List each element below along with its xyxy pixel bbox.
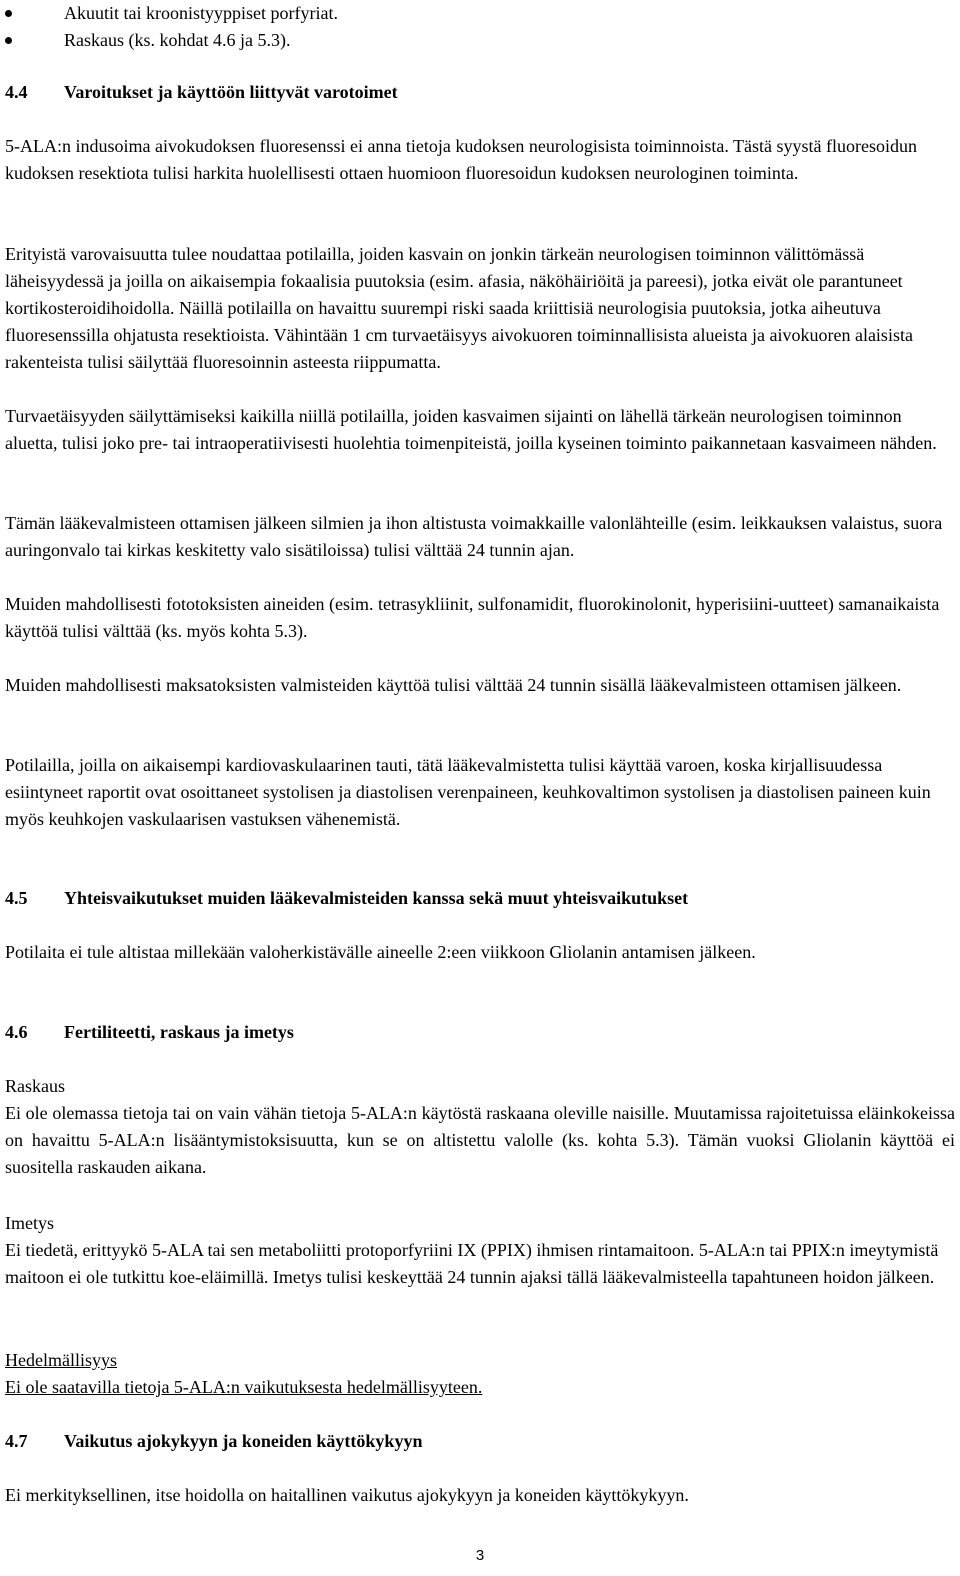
section-title: Varoitukset ja käyttöön liittyvät varotoimet: [64, 82, 398, 102]
section-number: 4.6: [5, 1022, 28, 1042]
section-title: Fertiliteetti, raskaus ja imetys: [64, 1022, 294, 1042]
subheading-imetys: Imetys: [5, 1213, 54, 1233]
paragraph-imetys: Ei tiedetä, erittyykö 5-ALA tai sen metaboliitti protoporfyriini IX (PPIX) ihmisen rintamaitoon. 5-ALA:n tai PPIX:n imeytymistä maitoon ei ole tutkittu koe-eläimillä. Imetys tulisi keskeyttää 24 tunnin ajaksi tällä lääkevalmisteella tapahtuneen hoidon jälkeen.: [5, 1240, 939, 1287]
paragraph-cardiovascular: Potilailla, joilla on aikaisempi kardiovaskulaarinen tauti, tätä lääkevalmistetta tulisi käyttää varoen, koska kirjallisuudessa esiintyneet raportit ovat osoittaneet systolisen ja diastolisen verenpaineen, keuhkovaltimon systolisen ja diastolisen paineen kuin myös keuhkojen vaskulaarisen vastuksen vähenemistä.: [5, 755, 931, 829]
page-number: 3: [475, 1547, 485, 1564]
bullet-text: Akuutit tai kroonistyyppiset porfyriat.: [64, 3, 338, 23]
paragraph-hepatotoxic: Muiden mahdollisesti maksatoksisten valmisteiden käyttöä tulisi välttää 24 tunnin sisällä lääkevalmisteen ottamisen jälkeen.: [5, 675, 902, 695]
heading-4-4: [5, 79, 955, 106]
subheading-hedelmallisyys: Hedelmällisyys: [5, 1350, 117, 1370]
paragraph-raskaus: Ei ole olemassa tietoja tai on vain vähän tietoja 5-ALA:n käytöstä raskaana oleville naisille. Muutamissa rajoitetuissa eläinkokeissa on havaittu 5-ALA:n lisääntymistoksisuutta, kun se on altistettu valolle (ks. kohta 5.3). Tämän vuoksi Gliolanin käyttöä ei suositella raskauden aikana.: [5, 1103, 955, 1177]
heading-4-7: [5, 1428, 955, 1455]
paragraph-interactions: Potilaita ei tule altistaa millekään valoherkistävälle aineelle 2:een viikkoon Gliolanin antamisen jälkeen.: [5, 942, 756, 962]
section-title: Vaikutus ajokykyyn ja koneiden käyttökykyyn: [64, 1431, 423, 1451]
paragraph-driving: Ei merkityksellinen, itse hoidolla on haitallinen vaikutus ajokykyyn ja koneiden käyttökykyyn.: [5, 1485, 689, 1505]
section-number: 4.7: [5, 1431, 28, 1451]
paragraph-hedelmallisyys: Ei ole saatavilla tietoja 5-ALA:n vaikutuksesta hedelmällisyyteen.: [5, 1377, 483, 1397]
paragraph-phototoxic: Muiden mahdollisesti fototoksisten aineiden (esim. tetrasykliinit, sulfonamidit, fluorokinolonit, hyperisiini-uutteet) samanaikaista käyttöä tulisi välttää (ks. myös kohta 5.3).: [5, 594, 940, 641]
bullet-text: Raskaus (ks. kohdat 4.6 ja 5.3).: [64, 30, 291, 50]
heading-4-5: [5, 885, 955, 912]
heading-4-6: [5, 1019, 955, 1046]
paragraph-safety-margin: Turvaetäisyyden säilyttämiseksi kaikilla niillä potilailla, joiden kasvaimen sijainti on lähellä tärkeän neurologisen toiminnon aluetta, tulisi joko pre- tai intraoperatiivisesti huolehtia toimenpiteistä, joilla kyseinen toiminto paikannetaan kasvaimeen nähden.: [5, 406, 937, 453]
paragraph-light-exposure: Tämän lääkevalmisteen ottamisen jälkeen silmien ja ihon altistusta voimakkaille valonlähteille (esim. leikkauksen valaistus, suora auringonvalo tai kirkas keskitetty valo sisätiloissa) tulisi välttää 24 tunnin ajan.: [5, 513, 943, 560]
paragraph-caution: Erityistä varovaisuutta tulee noudattaa potilailla, joiden kasvain on jonkin tärkeän neurologisen toiminnon välittömässä läheisyydessä ja joilla on aikaisempia fokaalisia puutoksia (esim. afasia, näköhäiriöitä ja pareesi), jotka eivät ole parantuneet kortikosteroidihoidolla. Näillä potilailla on havaittu suurempi riski saada kriittisiä neurologisia puutoksia, jotka aiheutuva fluoresenssilla ohjatusta resektioista. Vähintään 1 cm turvaetäisyys aivokuoren toiminnallisista alueista ja aivokuoren alaisista rakenteista tulisi säilyttää fluoresoinnin asteesta riippumatta.: [5, 244, 913, 372]
paragraph-fluorescence: 5-ALA:n indusoima aivokudoksen fluoresenssi ei anna tietoja kudoksen neurologisista toiminnoista. Tästä syystä fluoresoidun kudoksen resektiota tulisi harkita huolellisesti ottaen huomioon fluoresoidun kudoksen neurologinen toiminta.: [5, 136, 918, 183]
section-number: 4.4: [5, 82, 28, 102]
subheading-raskaus: Raskaus: [5, 1076, 65, 1096]
bullet-icon: [5, 10, 12, 17]
section-title: Yhteisvaikutukset muiden lääkevalmisteiden kanssa sekä muut yhteisvaikutukset: [64, 888, 689, 908]
section-number: 4.5: [5, 888, 28, 908]
bullet-icon: [5, 37, 12, 44]
